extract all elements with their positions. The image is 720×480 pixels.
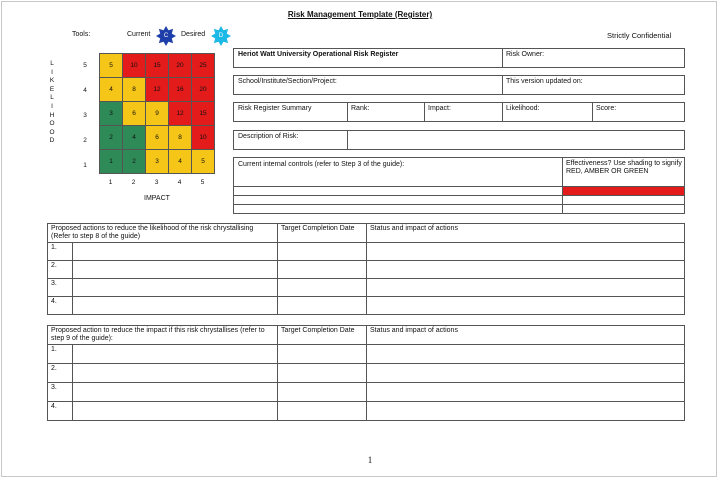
likelihood-letter: I <box>51 102 53 110</box>
status-cell[interactable] <box>367 243 685 261</box>
description-box <box>233 130 685 150</box>
current-star-icon <box>156 26 176 48</box>
target-date-cell[interactable] <box>278 279 367 297</box>
score-label: Score: <box>596 105 617 112</box>
likelihood-label: Likelihood: <box>506 105 540 112</box>
target-date-cell[interactable] <box>278 383 367 402</box>
impact-axis-label: IMPACT <box>144 195 170 202</box>
table-row <box>48 402 685 421</box>
desired-star-icon <box>211 26 231 48</box>
likelihood-row-numbers <box>80 53 90 178</box>
matrix-cell: 8 <box>123 78 146 102</box>
target-date-cell[interactable] <box>278 297 367 315</box>
rank-label: Rank: <box>351 105 370 112</box>
likelihood-letter: H <box>49 111 55 119</box>
matrix-cell: 2 <box>123 150 146 174</box>
matrix-cell: 15 <box>146 54 169 78</box>
matrix-cell: 3 <box>146 150 169 174</box>
matrix-cell: 6 <box>123 102 146 126</box>
likelihood-letter: O <box>49 120 55 128</box>
matrix-cell: 25 <box>192 54 215 78</box>
likelihood-letter: L <box>50 60 54 67</box>
impact-actions-table <box>47 325 685 421</box>
table-row <box>48 364 685 383</box>
row-number: 1. <box>48 345 73 363</box>
likelihood-letter: D <box>49 137 55 145</box>
likelihood-axis-label <box>48 60 56 146</box>
desired-star-letter: D <box>218 33 224 39</box>
impact-col-number: 4 <box>177 179 182 186</box>
target-date-cell[interactable] <box>278 261 367 279</box>
impact-label: Impact: <box>428 105 451 112</box>
row-number: 4. <box>48 402 73 420</box>
current-star-letter: C <box>163 33 169 39</box>
version-updated-label: This version updated on: <box>506 78 583 85</box>
table-row <box>48 297 685 315</box>
likelihood-actions-header: Proposed actions to reduce the likelihood of the risk chrystallising (Refer to step 8 of the guide) <box>48 224 278 243</box>
matrix-cell: 3 <box>100 102 123 126</box>
table-row <box>48 279 685 297</box>
impact-col-number: 1 <box>108 179 113 186</box>
impact-col-number: 5 <box>200 179 205 186</box>
likelihood-status-header: Status and impact of actions <box>367 224 685 243</box>
status-cell[interactable] <box>367 345 685 364</box>
school-label: School/Institute/Section/Project: <box>238 78 337 85</box>
target-date-cell[interactable] <box>278 345 367 364</box>
current-controls-label: Current internal controls (refer to Step 3 of the guide): <box>238 161 405 168</box>
likelihood-row-number: 5 <box>83 62 87 69</box>
likelihood-row-number: 1 <box>83 162 87 169</box>
likelihood-actions-table <box>47 223 685 315</box>
matrix-cell: 1 <box>100 150 123 174</box>
target-date-cell[interactable] <box>278 364 367 383</box>
matrix-cell: 5 <box>192 150 215 174</box>
effectiveness-red-shading <box>563 187 684 195</box>
page-title: Risk Management Template (Register) <box>287 10 433 19</box>
effectiveness-label: Effectiveness? Use shading to signify RED, AMBER OR GREEN <box>566 160 682 175</box>
matrix-cell: 15 <box>192 102 215 126</box>
impact-col-number: 2 <box>131 179 136 186</box>
impact-col-numbers <box>99 179 214 186</box>
status-cell[interactable] <box>367 297 685 315</box>
tools-label: Tools: <box>72 31 91 38</box>
summary-label: Risk Register Summary <box>238 105 312 112</box>
risk-owner-label: Risk Owner: <box>506 51 545 58</box>
risk-matrix <box>99 53 215 174</box>
matrix-cell: 4 <box>123 126 146 150</box>
matrix-cell: 16 <box>169 78 192 102</box>
confidentiality-label: Strictly Confidential <box>607 31 672 40</box>
register-name: Heriot Watt University Operational Risk Register <box>238 51 399 58</box>
table-row <box>48 261 685 279</box>
table-row <box>48 345 685 364</box>
likelihood-letter: K <box>49 77 55 85</box>
row-number: 3. <box>48 383 73 401</box>
target-date-cell[interactable] <box>278 402 367 421</box>
matrix-cell: 9 <box>146 102 169 126</box>
matrix-cell: 12 <box>169 102 192 126</box>
impact-actions-header: Proposed action to reduce the impact if this risk chrystallises (refer to step 9 of the guide): <box>48 326 278 345</box>
register-name-box <box>233 48 685 68</box>
matrix-cell: 20 <box>169 54 192 78</box>
page-number: 1 <box>367 455 373 465</box>
impact-status-header: Status and impact of actions <box>367 326 685 345</box>
school-box <box>233 75 685 95</box>
row-number: 2. <box>48 364 73 382</box>
matrix-cell: 4 <box>100 78 123 102</box>
row-number: 1. <box>48 243 73 260</box>
likelihood-row-number: 3 <box>83 112 87 119</box>
impact-target-date-header: Target Completion Date <box>278 326 367 345</box>
status-cell[interactable] <box>367 279 685 297</box>
likelihood-row-number: 2 <box>83 137 87 144</box>
matrix-cell: 4 <box>169 150 192 174</box>
row-number: 3. <box>48 279 73 296</box>
table-row <box>48 243 685 261</box>
status-cell[interactable] <box>367 364 685 383</box>
description-label: Description of Risk: <box>238 133 299 140</box>
matrix-cell: 5 <box>100 54 123 78</box>
matrix-cell: 8 <box>169 126 192 150</box>
summary-box <box>233 102 685 122</box>
matrix-cell: 6 <box>146 126 169 150</box>
matrix-cell: 2 <box>100 126 123 150</box>
matrix-cell: 10 <box>192 126 215 150</box>
status-cell[interactable] <box>367 402 685 421</box>
likelihood-row-number: 4 <box>83 87 87 94</box>
likelihood-letter: E <box>49 85 55 93</box>
desired-label: Desired <box>181 31 206 38</box>
likelihood-letter: L <box>50 94 54 102</box>
row-number: 4. <box>48 297 73 314</box>
impact-col-number: 3 <box>154 179 159 186</box>
current-label: Current <box>127 31 151 38</box>
table-row <box>48 383 685 402</box>
matrix-cell: 12 <box>146 78 169 102</box>
status-cell[interactable] <box>367 261 685 279</box>
status-cell[interactable] <box>367 383 685 402</box>
row-number: 2. <box>48 261 73 278</box>
matrix-cell: 20 <box>192 78 215 102</box>
likelihood-letter: I <box>51 68 53 76</box>
matrix-cell: 10 <box>123 54 146 78</box>
controls-box <box>233 157 685 214</box>
likelihood-target-date-header: Target Completion Date <box>278 224 367 243</box>
likelihood-letter: O <box>49 128 55 136</box>
target-date-cell[interactable] <box>278 243 367 261</box>
